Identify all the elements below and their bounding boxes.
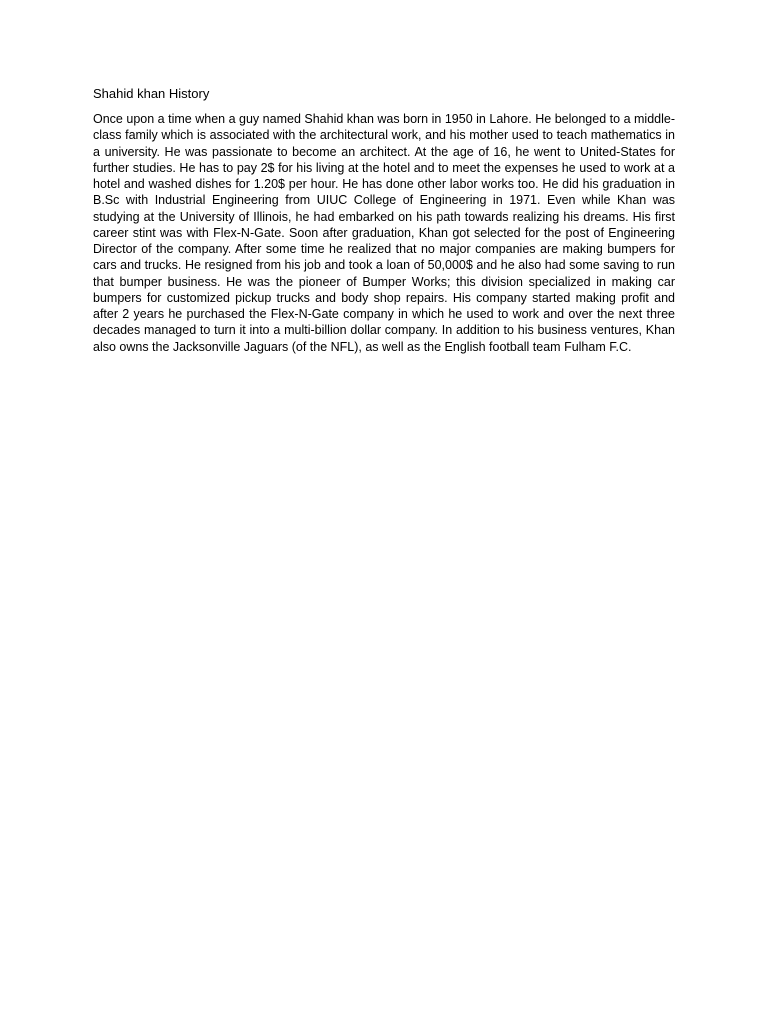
- document-body-paragraph: Once upon a time when a guy named Shahid khan was born in 1950 in Lahore. He belonged to a middle-class family which is associated with the architectural work, and his mother used to teach mathematics in a university. He was passionate to become an architect. At the age of 16, he went to United-States for further studies. He has to pay 2$ for his living at the hotel and to meet the expenses he used to work at a hotel and washed dishes for 1.20$ per hour. He has done other labor works too. He did his graduation in B.Sc with Industrial Engineering from UIUC College of Engineering in 1971. Even while Khan was studying at the University of Illinois, he had embarked on his path towards realizing his dreams. His first career stint was with Flex-N-Gate. Soon after graduation, Khan got selected for the post of Engineering Director of the company. After some time he realized that no major companies are making bumpers for cars and trucks. He resigned from his job and took a loan of 50,000$ and he also had some saving to run that bumper business. He was the pioneer of Bumper Works; this division specialized in making car bumpers for customized pickup trucks and body shop repairs. His company started making profit and after 2 years he purchased the Flex-N-Gate company in which he used to work and over the next three decades managed to turn it into a multi-billion dollar company. In addition to his business ventures, Khan also owns the Jacksonville Jaguars (of the NFL), as well as the English football team Fulham F.C.: [93, 112, 675, 354]
- document-title: Shahid khan History: [93, 86, 210, 101]
- document-content: [93, 86, 675, 355]
